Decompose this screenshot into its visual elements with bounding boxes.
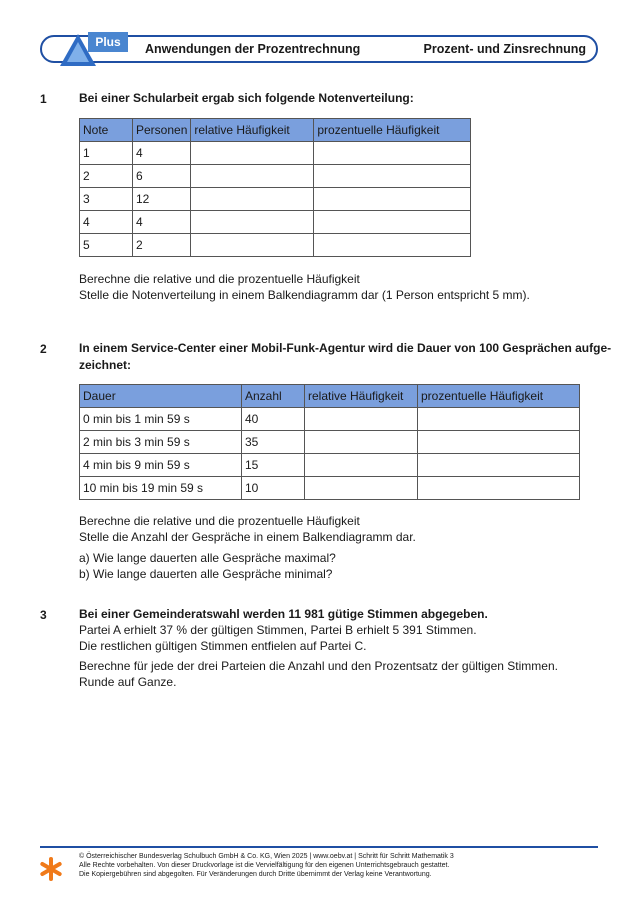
answer-cell[interactable] [314, 188, 471, 211]
answer-cell[interactable] [191, 211, 314, 234]
table-row [80, 477, 580, 500]
footer-divider [40, 846, 598, 848]
grade-table [79, 118, 471, 257]
table-cell: 4 [133, 211, 191, 234]
rights-line: Alle Rechte vorbehalten. Von dieser Druckvorlage ist die Vervielfältigung für den eigenen Unterrichtsgebrauch gestattet. [79, 862, 450, 869]
table-cell: 5 [80, 234, 133, 257]
answer-cell[interactable] [314, 165, 471, 188]
answer-cell[interactable] [305, 431, 418, 454]
answer-cell[interactable] [191, 188, 314, 211]
table-row [80, 431, 580, 454]
column-header: relative Häufigkeit [305, 385, 418, 408]
instruction-text: Runde auf Ganze. [79, 675, 177, 689]
answer-cell[interactable] [418, 454, 580, 477]
column-header: Note [80, 119, 133, 142]
instruction-text: Berechne für jede der drei Parteien die Anzahl und den Prozentsatz der gültigen Stimmen. [79, 659, 558, 673]
table-cell: 2 [133, 234, 191, 257]
instruction-text: Stelle die Anzahl der Gespräche in einem Balkendiagramm dar. [79, 530, 416, 544]
footer-text [79, 852, 454, 879]
table-row [80, 142, 471, 165]
task-heading [79, 340, 611, 374]
answer-cell[interactable] [314, 142, 471, 165]
copyright-line: © Österreichischer Bundesverlag Schulbuch GmbH & Co. KG, Wien 2025 | www.oebv.at | Schritt für Schritt Mathematik 3 [79, 853, 454, 860]
table-cell: 4 [80, 211, 133, 234]
task-heading: Bei einer Gemeinderatswahl werden 11 981 gütige Stimmen abgegeben. [79, 607, 488, 621]
table-cell: 4 [133, 142, 191, 165]
disclaimer-line: Die Kopiergebühren sind abgegolten. Für Veränderungen durch Dritte übernimmt der Verlag keine Verantwortung. [79, 871, 432, 878]
answer-cell[interactable] [305, 477, 418, 500]
table-row [80, 454, 580, 477]
table-cell: 35 [242, 431, 305, 454]
task-heading-line: In einem Service-Center einer Mobil-Funk-Agentur wird die Dauer von 100 Gesprächen aufge- [79, 341, 612, 355]
answer-cell[interactable] [314, 211, 471, 234]
table-cell: 4 min bis 9 min 59 s [80, 454, 242, 477]
question-a: a) Wie lange dauerten alle Gespräche maximal? [79, 551, 336, 565]
task-heading-line: zeichnet: [79, 358, 132, 372]
instruction-text: Berechne die relative und die prozentuelle Häufigkeit [79, 514, 360, 528]
table-cell: 6 [133, 165, 191, 188]
column-header: Anzahl [242, 385, 305, 408]
table-cell: 10 min bis 19 min 59 s [80, 477, 242, 500]
table-row [80, 188, 471, 211]
answer-cell[interactable] [305, 408, 418, 431]
answer-cell[interactable] [305, 454, 418, 477]
table-cell: 2 [80, 165, 133, 188]
table-cell: 0 min bis 1 min 59 s [80, 408, 242, 431]
column-header: Personen [133, 119, 191, 142]
instruction-text: Stelle die Notenverteilung in einem Balkendiagramm dar (1 Person entspricht 5 mm). [79, 288, 530, 302]
table-cell: 2 min bis 3 min 59 s [80, 431, 242, 454]
answer-cell[interactable] [314, 234, 471, 257]
table-cell: 10 [242, 477, 305, 500]
publisher-star-icon [40, 855, 62, 883]
question-b: b) Wie lange dauerten alle Gespräche minimal? [79, 567, 333, 581]
task-number: 1 [40, 92, 47, 106]
answer-cell[interactable] [418, 408, 580, 431]
table-header-row [80, 385, 580, 408]
column-header: prozentuelle Häufigkeit [418, 385, 580, 408]
column-header: Dauer [80, 385, 242, 408]
task-number: 3 [40, 608, 47, 622]
answer-cell[interactable] [191, 234, 314, 257]
table-cell: 12 [133, 188, 191, 211]
table-row [80, 234, 471, 257]
task-number: 2 [40, 342, 47, 356]
plus-badge: Plus [88, 32, 128, 52]
instruction-text: Berechne die relative und die prozentuelle Häufigkeit [79, 272, 360, 286]
table-header-row [80, 119, 471, 142]
table-row [80, 165, 471, 188]
publisher-logo [58, 32, 128, 68]
call-duration-table [79, 384, 580, 500]
table-cell: 15 [242, 454, 305, 477]
answer-cell[interactable] [191, 142, 314, 165]
page-title: Anwendungen der Prozentrechnung [145, 42, 361, 56]
table-cell: 1 [80, 142, 133, 165]
answer-cell[interactable] [191, 165, 314, 188]
answer-cell[interactable] [418, 431, 580, 454]
answer-cell[interactable] [418, 477, 580, 500]
instruction-text: Partei A erhielt 37 % der gültigen Stimmen, Partei B erhielt 5 391 Stimmen. [79, 623, 477, 637]
subject-title: Prozent- und Zinsrechnung [423, 42, 586, 56]
column-header: relative Häufigkeit [191, 119, 314, 142]
task-heading: Bei einer Schularbeit ergab sich folgende Notenverteilung: [79, 91, 414, 105]
table-cell: 3 [80, 188, 133, 211]
table-row [80, 211, 471, 234]
column-header: prozentuelle Häufigkeit [314, 119, 471, 142]
instruction-text: Die restlichen gültigen Stimmen entfielen auf Partei C. [79, 639, 367, 653]
table-cell: 40 [242, 408, 305, 431]
table-row [80, 408, 580, 431]
